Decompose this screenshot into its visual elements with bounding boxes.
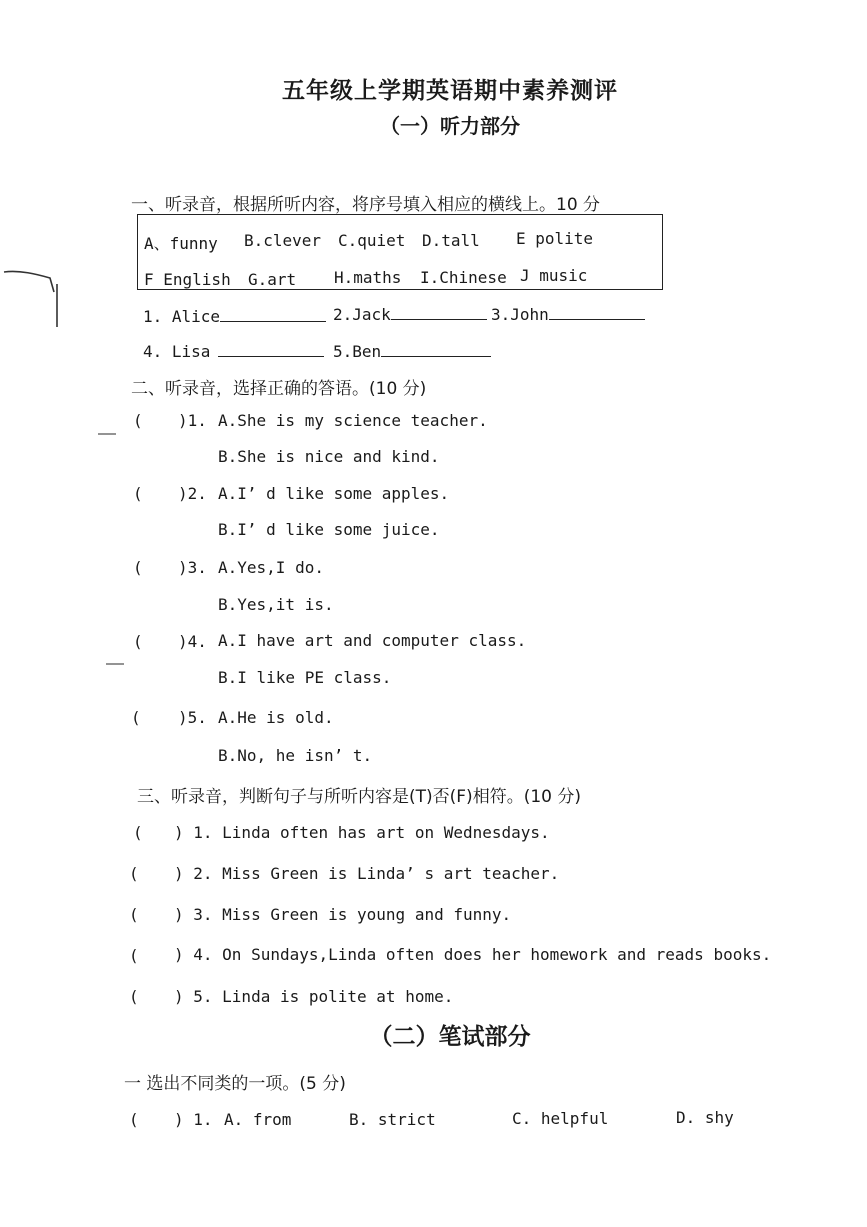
choice-b: B.Yes,it is. xyxy=(218,595,334,614)
choice-b: B.No, he isn’ t. xyxy=(218,746,373,765)
word-option: G.art xyxy=(248,270,297,289)
word-option: D.tall xyxy=(422,231,480,250)
choice-c: C. helpful xyxy=(512,1109,609,1128)
margin-mark xyxy=(104,660,128,668)
listening-part-title: （一）听力部分 xyxy=(380,114,520,138)
answer-paren[interactable]: ( xyxy=(129,987,139,1006)
choice-d: D. shy xyxy=(676,1108,734,1127)
answer-blank[interactable] xyxy=(381,341,491,357)
word-option: A、funny xyxy=(144,234,218,253)
choice-a: A.He is old. xyxy=(218,708,334,727)
choice-b: B.I like PE class. xyxy=(218,668,392,687)
choice-a: A. from xyxy=(224,1110,292,1129)
written-section1-heading: 一 选出不同类的一项。(5 分) xyxy=(124,1074,346,1094)
question-number: )4. xyxy=(178,632,207,651)
answer-blank[interactable] xyxy=(220,306,326,322)
choice-a: A.Yes,I do. xyxy=(218,558,324,577)
choice-b: B.I’ d like some juice. xyxy=(218,520,440,539)
answer-paren[interactable]: ( xyxy=(133,484,143,503)
answer-paren[interactable]: ( xyxy=(131,708,141,727)
answer-blank[interactable] xyxy=(549,304,645,320)
answer-paren[interactable]: ( xyxy=(133,558,143,577)
fill-item: 2.Jack xyxy=(333,304,487,324)
answer-paren[interactable]: ( xyxy=(129,864,139,883)
choice-b: B. strict xyxy=(349,1110,436,1129)
choice-a: A.I’ d like some apples. xyxy=(218,484,450,503)
fill-item: 3.John xyxy=(491,304,645,324)
answer-paren[interactable]: ( xyxy=(129,905,139,924)
tf-statement: ) 2. Miss Green is Linda’ s art teacher. xyxy=(174,864,560,883)
answer-blank[interactable] xyxy=(391,304,487,320)
tf-statement: ) 5. Linda is polite at home. xyxy=(174,987,454,1006)
choice-a: A.She is my science teacher. xyxy=(218,411,488,430)
tf-statement: ) 1. Linda often has art on Wednesdays. xyxy=(174,823,550,842)
section3-heading: 三、听录音，判断句子与所听内容是(T)否(F)相符。(10 分) xyxy=(137,787,581,807)
written-part-title: （二）笔试部分 xyxy=(369,1024,531,1050)
word-option: I.Chinese xyxy=(420,268,507,287)
tf-statement: ) 3. Miss Green is young and funny. xyxy=(174,905,512,924)
fill-item: 4. Lisa xyxy=(143,341,324,361)
tf-statement: ) 4. On Sundays,Linda often does her homework and reads books. xyxy=(174,945,772,964)
word-option: J music xyxy=(520,266,588,285)
fill-item: 1. Alice xyxy=(143,306,326,326)
question-number: )1. xyxy=(178,411,207,430)
answer-blank[interactable] xyxy=(218,341,324,357)
margin-mark xyxy=(96,430,120,438)
word-option: H.maths xyxy=(334,268,402,287)
question-number: )5. xyxy=(178,708,207,727)
choice-b: B.She is nice and kind. xyxy=(218,447,440,466)
word-option: E polite xyxy=(516,229,594,248)
word-bank-box xyxy=(137,214,663,290)
margin-scribble xyxy=(0,262,70,332)
fill-item: 5.Ben xyxy=(333,341,491,361)
answer-paren[interactable]: ( xyxy=(129,1110,139,1129)
question-number: )2. xyxy=(178,484,207,503)
exam-title: 五年级上学期英语期中素养测评 xyxy=(282,78,618,104)
section1-heading: 一、听录音，根据所听内容，将序号填入相应的横线上。10 分 xyxy=(131,195,601,215)
choice-a: A.I have art and computer class. xyxy=(218,631,527,650)
word-option: C.quiet xyxy=(338,231,406,250)
answer-paren[interactable]: ( xyxy=(129,946,139,965)
word-option: F English xyxy=(144,270,231,289)
word-option: B.clever xyxy=(244,231,322,250)
answer-paren[interactable]: ( xyxy=(133,823,143,842)
answer-paren[interactable]: ( xyxy=(133,632,143,651)
question-number: ) 1. xyxy=(174,1110,213,1129)
question-number: )3. xyxy=(178,558,207,577)
answer-paren[interactable]: ( xyxy=(133,411,143,430)
section2-heading: 二、听录音，选择正确的答语。(10 分) xyxy=(131,379,427,399)
